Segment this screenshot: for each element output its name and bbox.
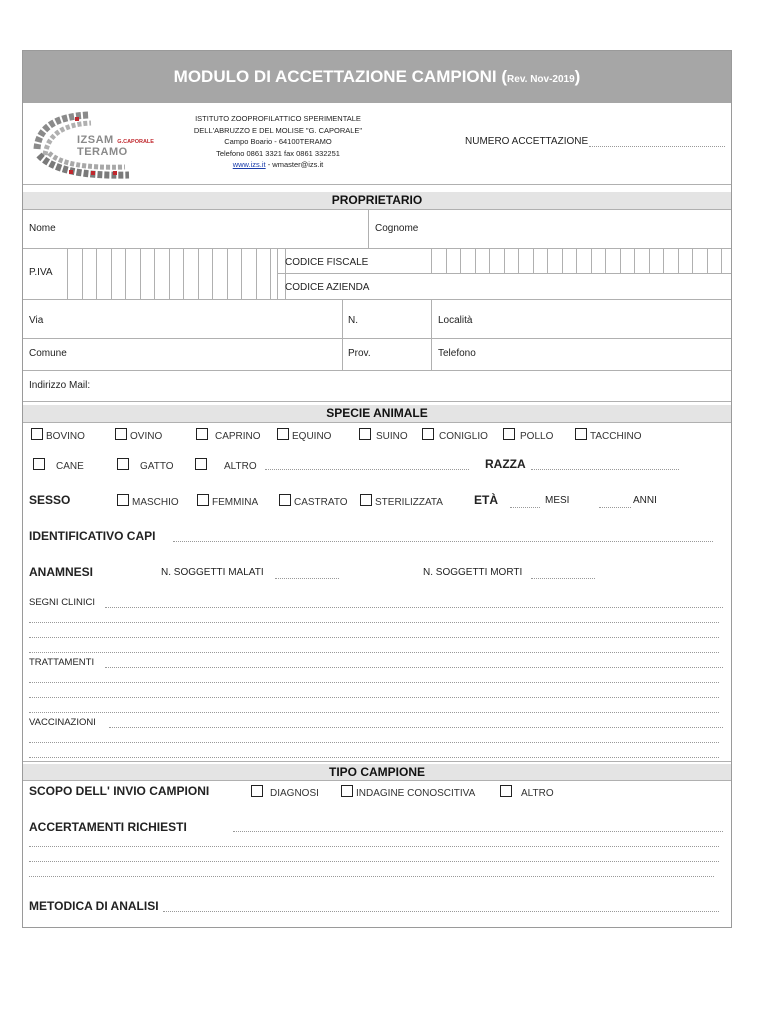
breed-field[interactable] bbox=[531, 469, 679, 470]
other-species-checkbox[interactable] bbox=[195, 458, 207, 470]
treatments-field[interactable] bbox=[105, 667, 723, 668]
vaccinations-line-3 bbox=[29, 757, 719, 758]
treatments-label: TRATTAMENTI bbox=[29, 657, 95, 668]
street-field[interactable] bbox=[53, 301, 341, 337]
analysis-method-label: METODICA DI ANALISI bbox=[29, 899, 159, 913]
clinical-signs-field[interactable] bbox=[105, 607, 723, 608]
org-line-1: ISTITUTO ZOOPROFILATTICO SPERIMENTALE bbox=[195, 114, 361, 123]
anamnesis-label: ANAMNESI bbox=[29, 565, 94, 579]
sex-castrated[interactable]: CASTRATO bbox=[279, 494, 348, 508]
species-turkey[interactable]: TACCHINO bbox=[575, 428, 641, 442]
species-section-header: SPECIE ANIMALE bbox=[23, 405, 731, 422]
municipality-label: Comune bbox=[29, 348, 67, 359]
turkey-checkbox[interactable] bbox=[575, 428, 587, 440]
purpose-survey[interactable]: INDAGINE CONOSCITIVA bbox=[341, 785, 475, 799]
identification-field[interactable] bbox=[173, 541, 713, 542]
species-cat[interactable]: GATTO bbox=[117, 458, 174, 472]
form-title: MODULO DI ACCETTAZIONE CAMPIONI (Rev. Nov-2019) bbox=[23, 51, 731, 103]
clinical-signs-label: SEGNI CLINICI bbox=[29, 597, 95, 608]
species-rabbit[interactable]: CONIGLIO bbox=[422, 428, 488, 442]
sick-subjects-label: N. SOGGETTI MALATI bbox=[161, 567, 264, 578]
tax-code-field[interactable] bbox=[431, 248, 736, 273]
clinical-signs-line-2 bbox=[29, 622, 719, 623]
phone-label: Telefono bbox=[438, 348, 476, 359]
name-field[interactable] bbox=[73, 211, 368, 247]
dead-subjects-label: N. SOGGETTI MORTI bbox=[423, 567, 523, 578]
sex-label: SESSO bbox=[29, 493, 71, 507]
species-bovine[interactable]: BOVINO bbox=[31, 428, 85, 442]
dog-checkbox[interactable] bbox=[33, 458, 45, 470]
treatments-line-3 bbox=[29, 697, 719, 698]
vaccinations-label: VACCINAZIONI bbox=[29, 717, 96, 728]
sterilized-checkbox[interactable] bbox=[360, 494, 372, 506]
age-label: ETÀ bbox=[474, 493, 498, 507]
org-line-2: DELL'ABRUZZO E DEL MOLISE "G. CAPORALE" bbox=[193, 125, 363, 135]
name-label: Nome bbox=[29, 223, 56, 234]
species-dog[interactable]: CANE bbox=[33, 458, 84, 472]
castrated-checkbox[interactable] bbox=[279, 494, 291, 506]
sick-subjects-field[interactable] bbox=[275, 578, 339, 579]
identification-label: IDENTIFICATIVO CAPI bbox=[29, 529, 156, 543]
age-months-field[interactable] bbox=[510, 507, 540, 508]
treatments-line-4 bbox=[29, 712, 719, 713]
locality-label: Località bbox=[438, 315, 473, 326]
email-field[interactable] bbox=[113, 372, 723, 400]
treatments-line-2 bbox=[29, 682, 719, 683]
months-label: MESI bbox=[545, 495, 570, 506]
equine-checkbox[interactable] bbox=[277, 428, 289, 440]
requested-tests-line-4 bbox=[29, 876, 714, 877]
sample-type-section-header: TIPO CAMPIONE bbox=[23, 764, 731, 781]
species-chicken[interactable]: POLLO bbox=[503, 428, 553, 442]
website-link[interactable]: www.izs.it bbox=[232, 160, 266, 169]
owner-section-header: PROPRIETARIO bbox=[23, 192, 731, 209]
logo-name: IZSAM bbox=[77, 134, 114, 146]
organization-info bbox=[178, 113, 378, 171]
dead-subjects-field[interactable] bbox=[531, 578, 595, 579]
surname-field[interactable] bbox=[433, 211, 728, 247]
vat-label: P.IVA bbox=[29, 267, 53, 278]
purpose-diagnosis[interactable]: DIAGNOSI bbox=[251, 785, 319, 799]
sex-male[interactable]: MASCHIO bbox=[117, 494, 179, 508]
chicken-checkbox[interactable] bbox=[503, 428, 515, 440]
acceptance-number-label: NUMERO ACCETTAZIONE bbox=[465, 136, 589, 147]
diagnosis-checkbox[interactable] bbox=[251, 785, 263, 797]
male-checkbox[interactable] bbox=[117, 494, 129, 506]
org-email: - wmaster@izs.it bbox=[265, 160, 324, 169]
org-contacts bbox=[178, 159, 378, 171]
breed-label: RAZZA bbox=[485, 457, 526, 471]
company-code-field[interactable] bbox=[383, 274, 728, 298]
caprine-checkbox[interactable] bbox=[196, 428, 208, 440]
acceptance-form bbox=[22, 50, 732, 928]
requested-tests-line-3 bbox=[29, 861, 719, 862]
other-species-field[interactable] bbox=[265, 469, 469, 470]
street-label: Via bbox=[29, 315, 44, 326]
street-number-label: N. bbox=[348, 315, 358, 326]
revision-label: Rev. Nov-2019 bbox=[507, 74, 575, 85]
vaccinations-line-2 bbox=[29, 742, 719, 743]
analysis-method-field[interactable] bbox=[163, 911, 719, 912]
species-other[interactable]: ALTRO bbox=[195, 458, 257, 472]
female-checkbox[interactable] bbox=[197, 494, 209, 506]
acceptance-number-field[interactable] bbox=[589, 146, 725, 147]
logo-city: TERAMO bbox=[77, 146, 128, 158]
bovine-checkbox[interactable] bbox=[31, 428, 43, 440]
requested-tests-field[interactable] bbox=[233, 831, 723, 832]
age-years-field[interactable] bbox=[599, 507, 631, 508]
requested-tests-line-2 bbox=[29, 846, 719, 847]
swine-checkbox[interactable] bbox=[359, 428, 371, 440]
surname-label: Cognome bbox=[375, 223, 419, 234]
vat-field[interactable] bbox=[67, 248, 299, 299]
org-line-3: Campo Boario - 64100TERAMO bbox=[224, 137, 332, 146]
cat-checkbox[interactable] bbox=[117, 458, 129, 470]
species-equine[interactable]: EQUINO bbox=[277, 428, 331, 442]
sex-sterilized[interactable]: STERILIZZATA bbox=[360, 494, 443, 508]
izsam-logo bbox=[29, 109, 159, 181]
sample-purpose-label: SCOPO DELL' INVIO CAMPIONI bbox=[29, 784, 210, 798]
ovine-checkbox[interactable] bbox=[115, 428, 127, 440]
survey-checkbox[interactable] bbox=[341, 785, 353, 797]
vaccinations-field[interactable] bbox=[109, 727, 723, 728]
email-label: Indirizzo Mail: bbox=[29, 380, 91, 391]
species-ovine[interactable]: OVINO bbox=[115, 428, 162, 442]
species-caprine[interactable]: CAPRINO bbox=[196, 428, 261, 442]
org-line-4: Telefono 0861 3321 fax 0861 332251 bbox=[216, 148, 340, 158]
tax-code-label: CODICE FISCALE bbox=[285, 257, 369, 268]
province-label: Prov. bbox=[348, 348, 371, 359]
requested-tests-label: ACCERTAMENTI RICHIESTI bbox=[29, 820, 187, 834]
purpose-other[interactable]: ALTRO bbox=[500, 785, 554, 799]
locality-field[interactable] bbox=[488, 301, 728, 337]
company-code-label: CODICE AZIENDA bbox=[285, 282, 370, 293]
sex-female[interactable]: FEMMINA bbox=[197, 494, 258, 508]
logo-sub: G.CAPORALE bbox=[117, 139, 154, 145]
other-purpose-checkbox[interactable] bbox=[500, 785, 512, 797]
rabbit-checkbox[interactable] bbox=[422, 428, 434, 440]
years-label: ANNI bbox=[633, 495, 657, 506]
species-swine[interactable]: SUINO bbox=[359, 428, 408, 442]
clinical-signs-line-3 bbox=[29, 637, 719, 638]
clinical-signs-line-4 bbox=[29, 652, 719, 653]
